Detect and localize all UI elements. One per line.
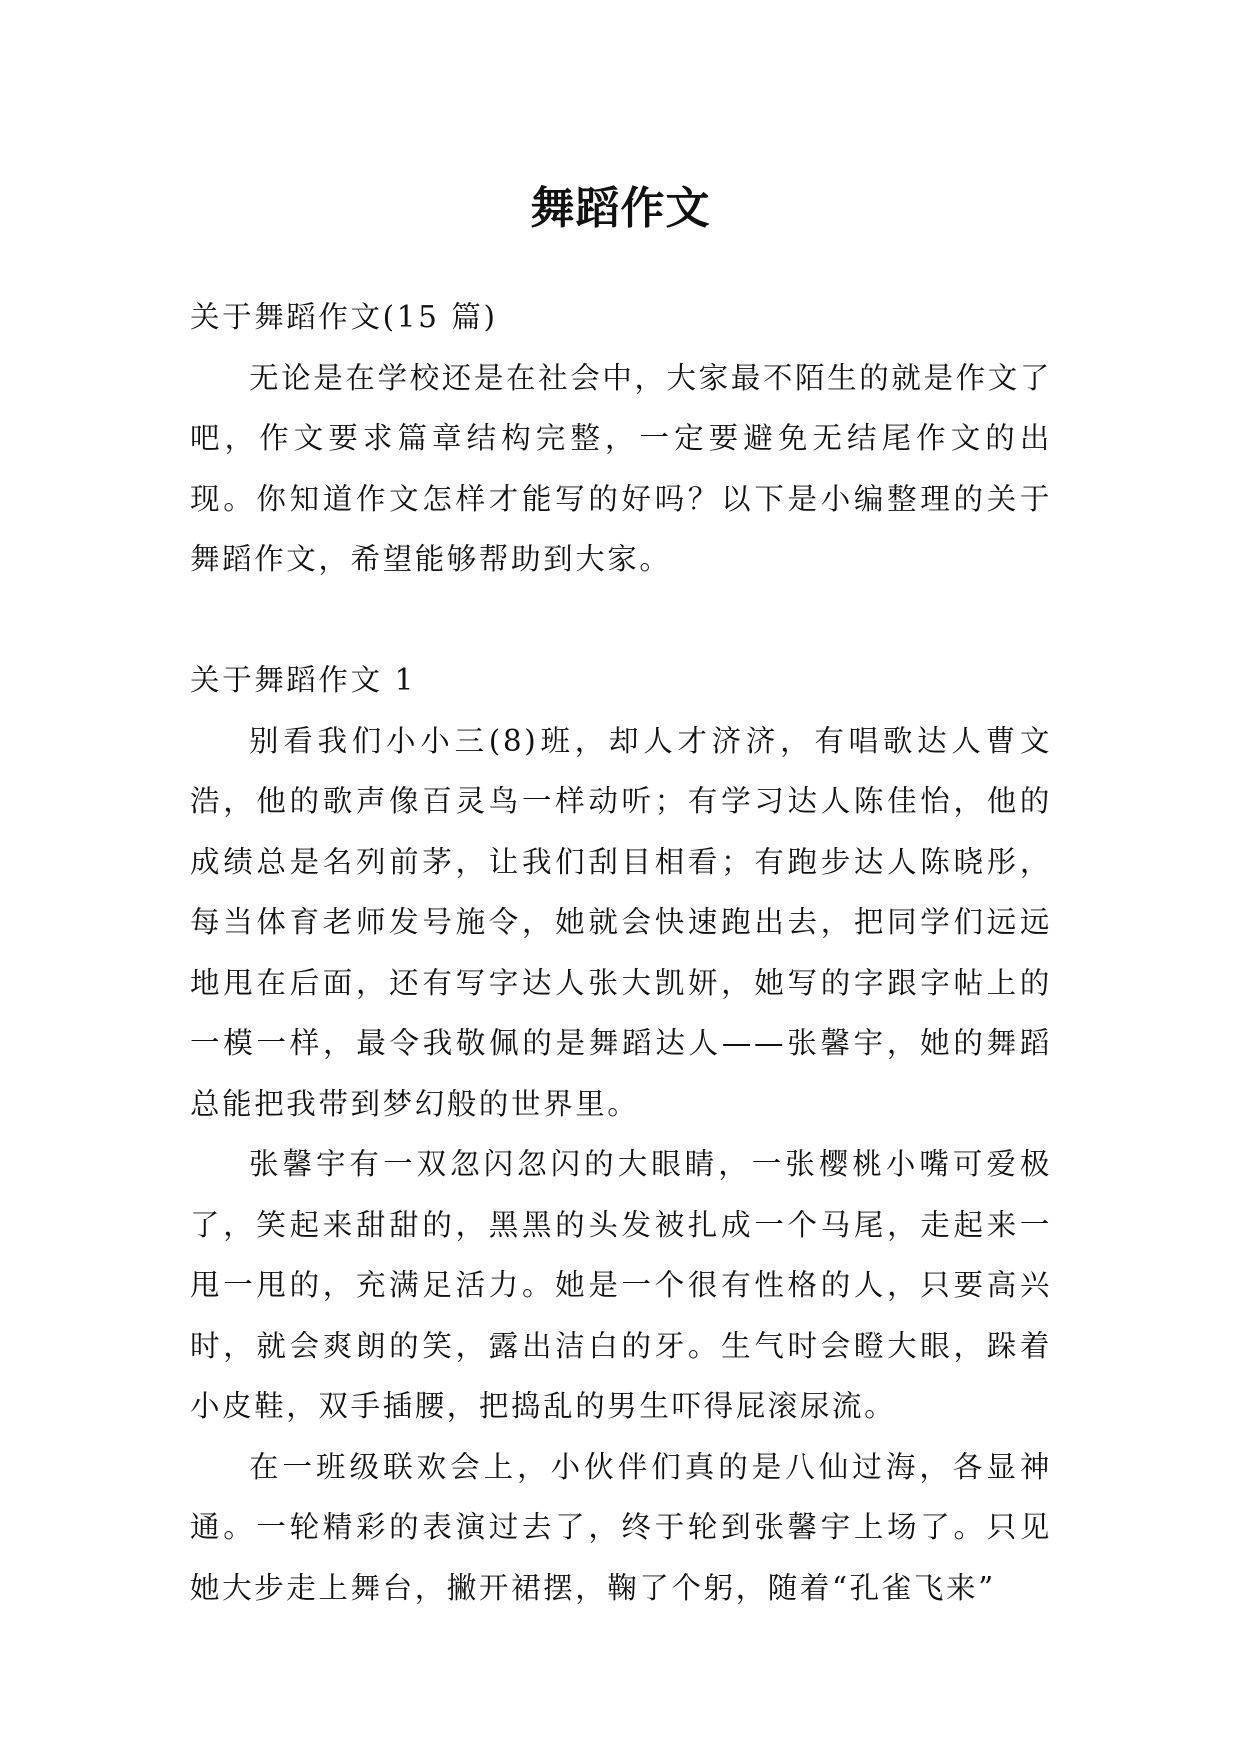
document-title: 舞蹈作文	[530, 183, 711, 235]
section-paragraph-3: 在一班级联欢会上，小伙伴们真的是八仙过海，各显神通。一轮精彩的表演过去了，终于轮到张馨宇上场了。只见她大步走上舞台，撇开裙摆，鞠了个躬，随着“孔雀飞来”	[190, 1449, 1052, 1605]
document-body	[190, 287, 1052, 1618]
section-spacer	[190, 590, 1052, 651]
intro-paragraph: 无论是在学校还是在社会中，大家最不陌生的就是作文了吧，作文要求篇章结构完整，一定要避免无结尾作文的出现。你知道作文怎样才能写的好吗？以下是小编整理的关于舞蹈作文，希望能够帮助到大家。	[190, 360, 1052, 576]
section-heading: 关于舞蹈作文 1	[190, 663, 416, 697]
section-paragraph-2: 张馨宇有一双忽闪忽闪的大眼睛，一张樱桃小嘴可爱极了，笑起来甜甜的，黑黑的头发被扎成一个马尾，走起来一甩一甩的，充满足活力。她是一个很有性格的人，只要高兴时，就会爽朗的笑，露出洁白的牙。生气时会瞪大眼，跺着小皮鞋，双手插腰，把捣乱的男生吓得屁滚尿流。	[190, 1147, 1052, 1423]
collection-heading: 关于舞蹈作文(15 篇)	[190, 300, 498, 334]
section-paragraph-1: 别看我们小小三(8)班，却人才济济，有唱歌达人曹文浩，他的歌声像百灵鸟一样动听；有学习达人陈佳怡，他的成绩总是名列前茅，让我们刮目相看；有跑步达人陈晓彤，每当体育老师发号施令，她就会快速跑出去，把同学们远远地甩在后面，还有写字达人张大凯妍，她写的字跟字帖上的一模一样，最令我敬佩的是舞蹈达人——张馨宇，她的舞蹈总能把我带到梦幻般的世界里。	[190, 723, 1052, 1121]
